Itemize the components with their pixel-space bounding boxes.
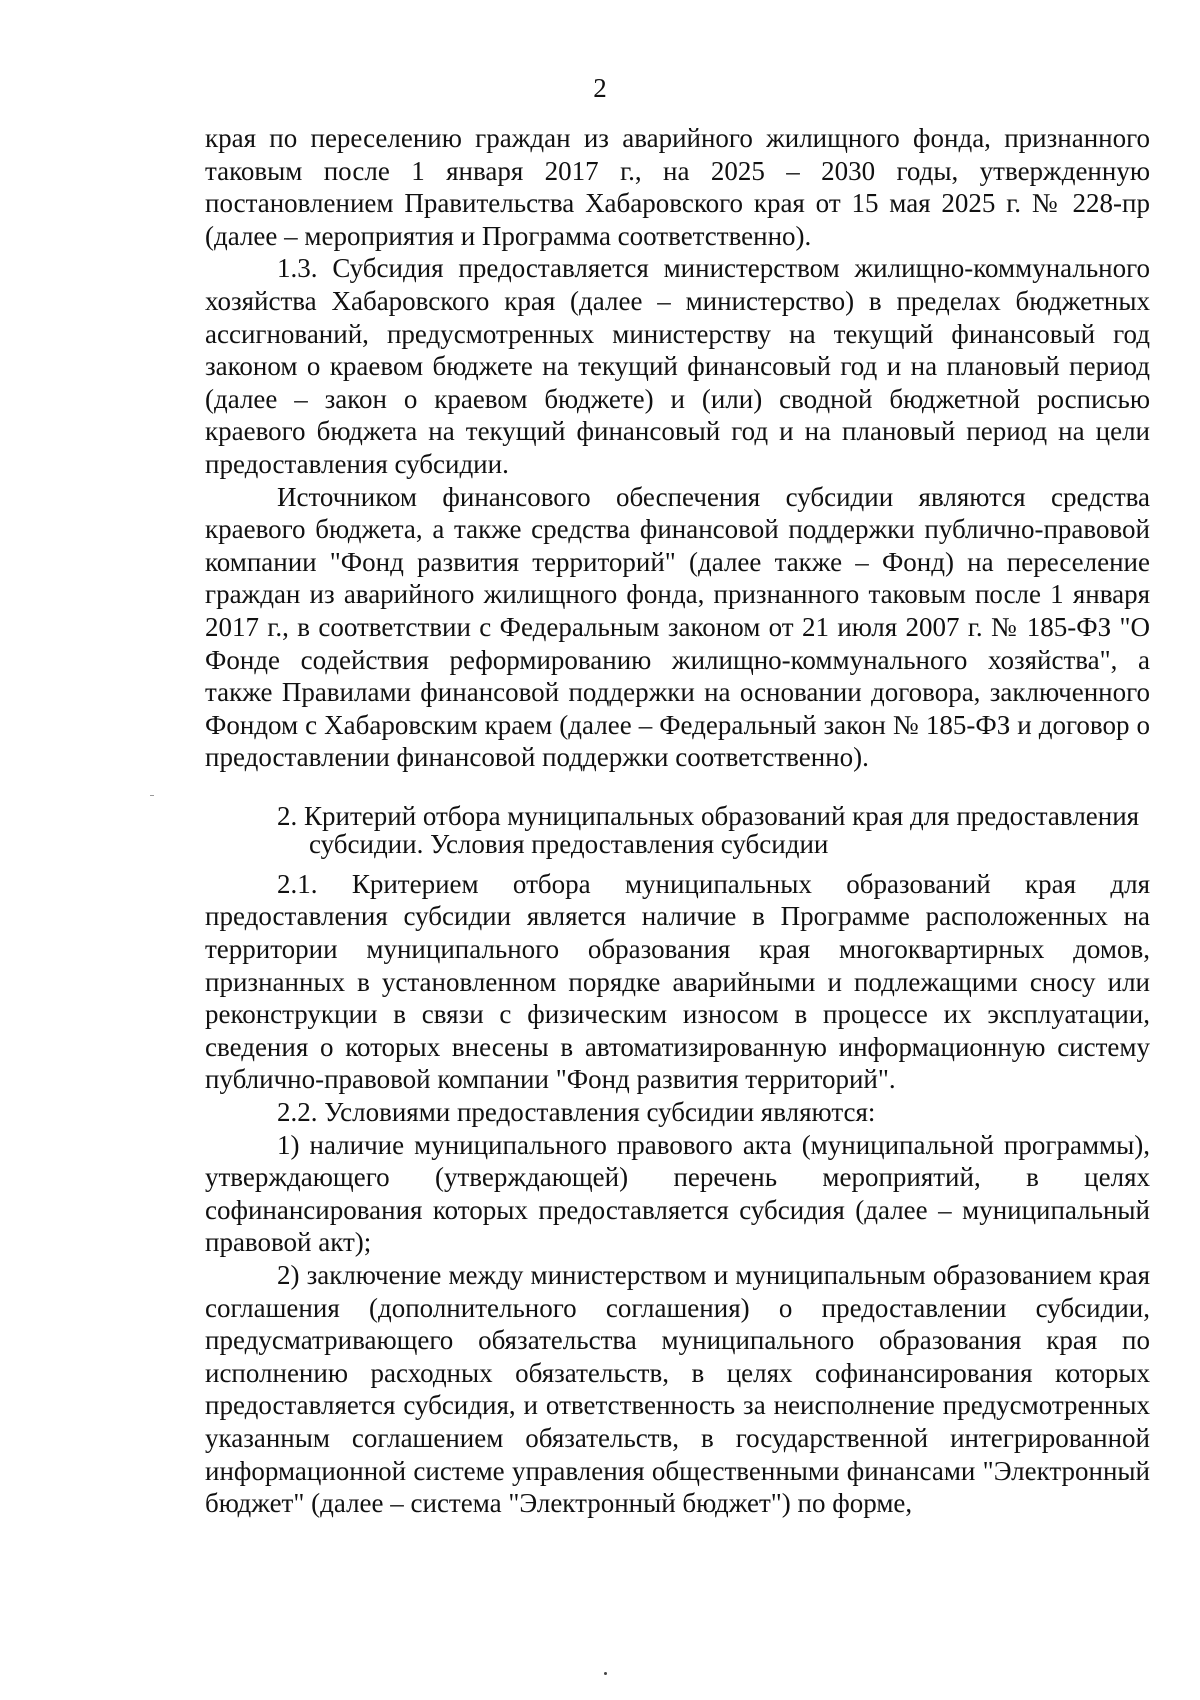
list-item-1: 1) наличие муниципального правового акта (муниципальной программы), утверждающего (утверждающей) перечень мероприятий, в целях софинансирования которых предоставляется субсидия (далее – муниципальный правовой акт); <box>205 1129 1150 1258</box>
document-body <box>205 122 1150 1520</box>
section-heading-line-1: 2. Критерий отбора муниципальных образований края для предоставления <box>277 800 1140 831</box>
paragraph-1-3: 1.3. Субсидия предоставляется министерством жилищно-коммунального хозяйства Хабаровского края (далее – министерство) в пределах бюджетных ассигнований, предусмотренных министерству на текущий финансовый год законом о краевом бюджете на текущий финансовый год и на плановый период (далее – закон о краевом бюджете) и (или) сводной бюджетной росписью краевого бюджета на текущий финансовый год и на плановый период на цели предоставления субсидии. <box>205 253 1150 479</box>
scan-speck <box>604 1672 607 1675</box>
paragraph-continuation: края по переселению граждан из аварийного жилищного фонда, признанного таковым после 1 января 2017 г., на 2025 – 2030 годы, утвержденную постановлением Правительства Хабаровского края от 15 мая 2025 г. № 228-пр (далее – мероприятия и Программа соответственно). <box>205 123 1150 251</box>
list-item-2: 2) заключение между министерством и муниципальным образованием края соглашения (дополнительного соглашения) о предоставлении субсидии, предусматривающего обязательства муниципального образования края по исполнению расходных обязательств, в целях софинансирования которых предоставляется субсидия, и ответственность за неисполнение предусмотренных указанным соглашением обязательств, в государственной интегрированной информационной системе управления общественными финансами "Электронный бюджет" (далее – система "Электронный бюджет") по форме, <box>205 1260 1150 1519</box>
page-number: 2 <box>593 73 607 103</box>
paragraph-2-2: 2.2. Условиями предоставления субсидии являются: <box>277 1097 876 1128</box>
scan-speck <box>150 795 154 796</box>
section-heading <box>205 802 1150 858</box>
paragraph-funding-source: Источником финансового обеспечения субсидии являются средства краевого бюджета, а также средства финансовой поддержки публично-правовой компании "Фонд развития территорий" (далее также – Фонд) на переселение граждан из аварийного жилищного фонда, признанного таковым после 1 января 2017 г., в соответствии с Федеральным законом от 21 июля 2007 г. № 185-ФЗ "О Фонде содействия реформированию жилищно-коммунального хозяйства", а также Правилами финансовой поддержки на основании договора, заключенного Фондом с Хабаровским краем (далее – Федеральный закон № 185-ФЗ и договор о предоставлении финансовой поддержки соответственно). <box>205 481 1150 773</box>
paragraph-2-1: 2.1. Критерием отбора муниципальных образований края для предоставления субсидии является наличие в Программе расположенных на территории муниципального образования края многоквартирных домов, признанных в установленном порядке аварийными и подлежащими сносу или реконструкции в связи с физическим износом в процессе их эксплуатации, сведения о которых внесены в автоматизированную информационную систему публично-правовой компании "Фонд развития территорий". <box>205 868 1150 1095</box>
section-heading-line-2: субсидии. Условия предоставления субсидии <box>309 828 829 859</box>
